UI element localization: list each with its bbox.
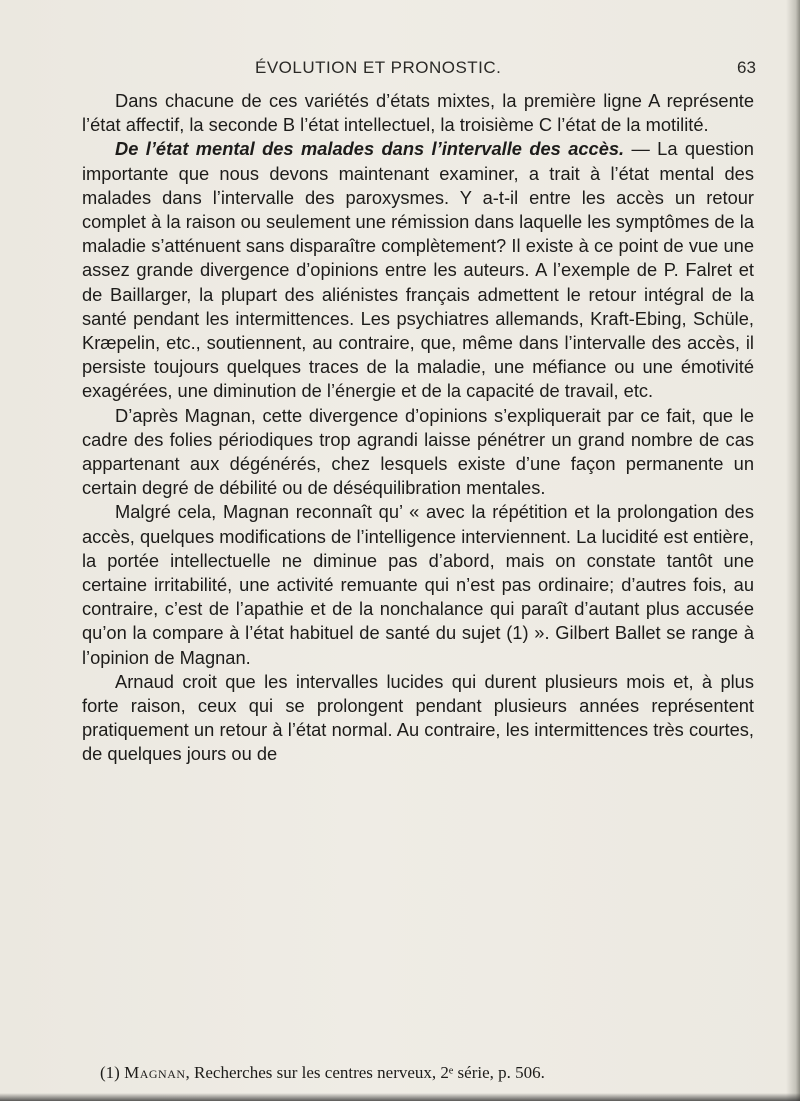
footnote-text: , Recherches sur les centres nerveux, 2ᵉ série, p. 506.: [185, 1063, 545, 1082]
footnote-author: Magnan: [124, 1063, 186, 1082]
page-bottom-shadow: [0, 1093, 800, 1101]
page-edge-shadow: [786, 0, 800, 1101]
paragraph-3: D’après Magnan, cette divergence d’opinions s’expliquerait par ce fait, que le cadre des folies périodiques trop agrandi laisse pénétrer un grand nombre de cas appartenant aux dégénérés, chez lesquels existe d’une façon permanente un certain degré de débilité ou de déséquilibration mentales.: [82, 404, 754, 499]
paragraph-1: Dans chacune de ces variétés d’états mixtes, la première ligne A représente l’état affectif, la seconde B l’état intellectuel, la troisième C l’état de la motilité.: [82, 90, 754, 136]
running-head: [0, 58, 800, 84]
paragraph-2-text: — La question importante que nous devons maintenant examiner, a trait à l’état mental des malades dans l’intervalle des paroxysmes. Y a-t-il entre les accès un retour complet à la raison ou seulement une rémission dans laquelle les symptômes de la maladie s’atténuent sans disparaître complètement? Il existe à ce point de vue une assez grande divergence d’opinions entre les auteurs. A l’exemple de P. Falret et de Baillarger, la plupart des aliénistes français admettent le retour intégral de la santé pendant les intermittences. Les psychiatres allemands, Kraft-Ebing, Schüle, Kræpelin, etc., soutiennent, au contraire, que, même dans l’intervalle des accès, il persiste toujours quelques traces de la maladie, une méfiance ou une émotivité exagérées, une diminution de l’énergie et de la capacité de travail, etc.: [82, 138, 754, 402]
paragraph-5: Arnaud croit que les intervalles lucides qui durent plusieurs mois et, à plus forte raison, ceux qui se prolongent pendant plusieurs années représentent pratiquement un retour à l’état normal. Au contraire, les intermittences très courtes, de quelques jours ou de: [82, 670, 754, 765]
body-text: [82, 89, 754, 767]
page-number: 63: [737, 58, 756, 77]
running-title: ÉVOLUTION ET PRONOSTIC.: [255, 58, 502, 77]
paragraph-4: Malgré cela, Magnan reconnaît qu’ « avec la répétition et la prolongation des accès, quelques modifications de l’intelligence interviennent. La lucidité est entière, la portée intellectuelle ne diminue pas d’abord, mais on constate tantôt une certaine irritabilité, une activité remuante qui n’est pas ordinaire; d’autres fois, au contraire, c’est de l’apathie et de la nonchalance qui paraît d’autant plus accusée qu’on la compare à l’état habituel de santé du sujet (1) ». Gilbert Ballet se range à l’opinion de Magnan.: [82, 501, 754, 668]
paragraph-2: [82, 137, 754, 403]
footnote: [100, 1062, 760, 1084]
footnote-marker: (1): [100, 1063, 120, 1082]
section-heading: De l’état mental des malades dans l’intervalle des accès.: [115, 138, 625, 160]
